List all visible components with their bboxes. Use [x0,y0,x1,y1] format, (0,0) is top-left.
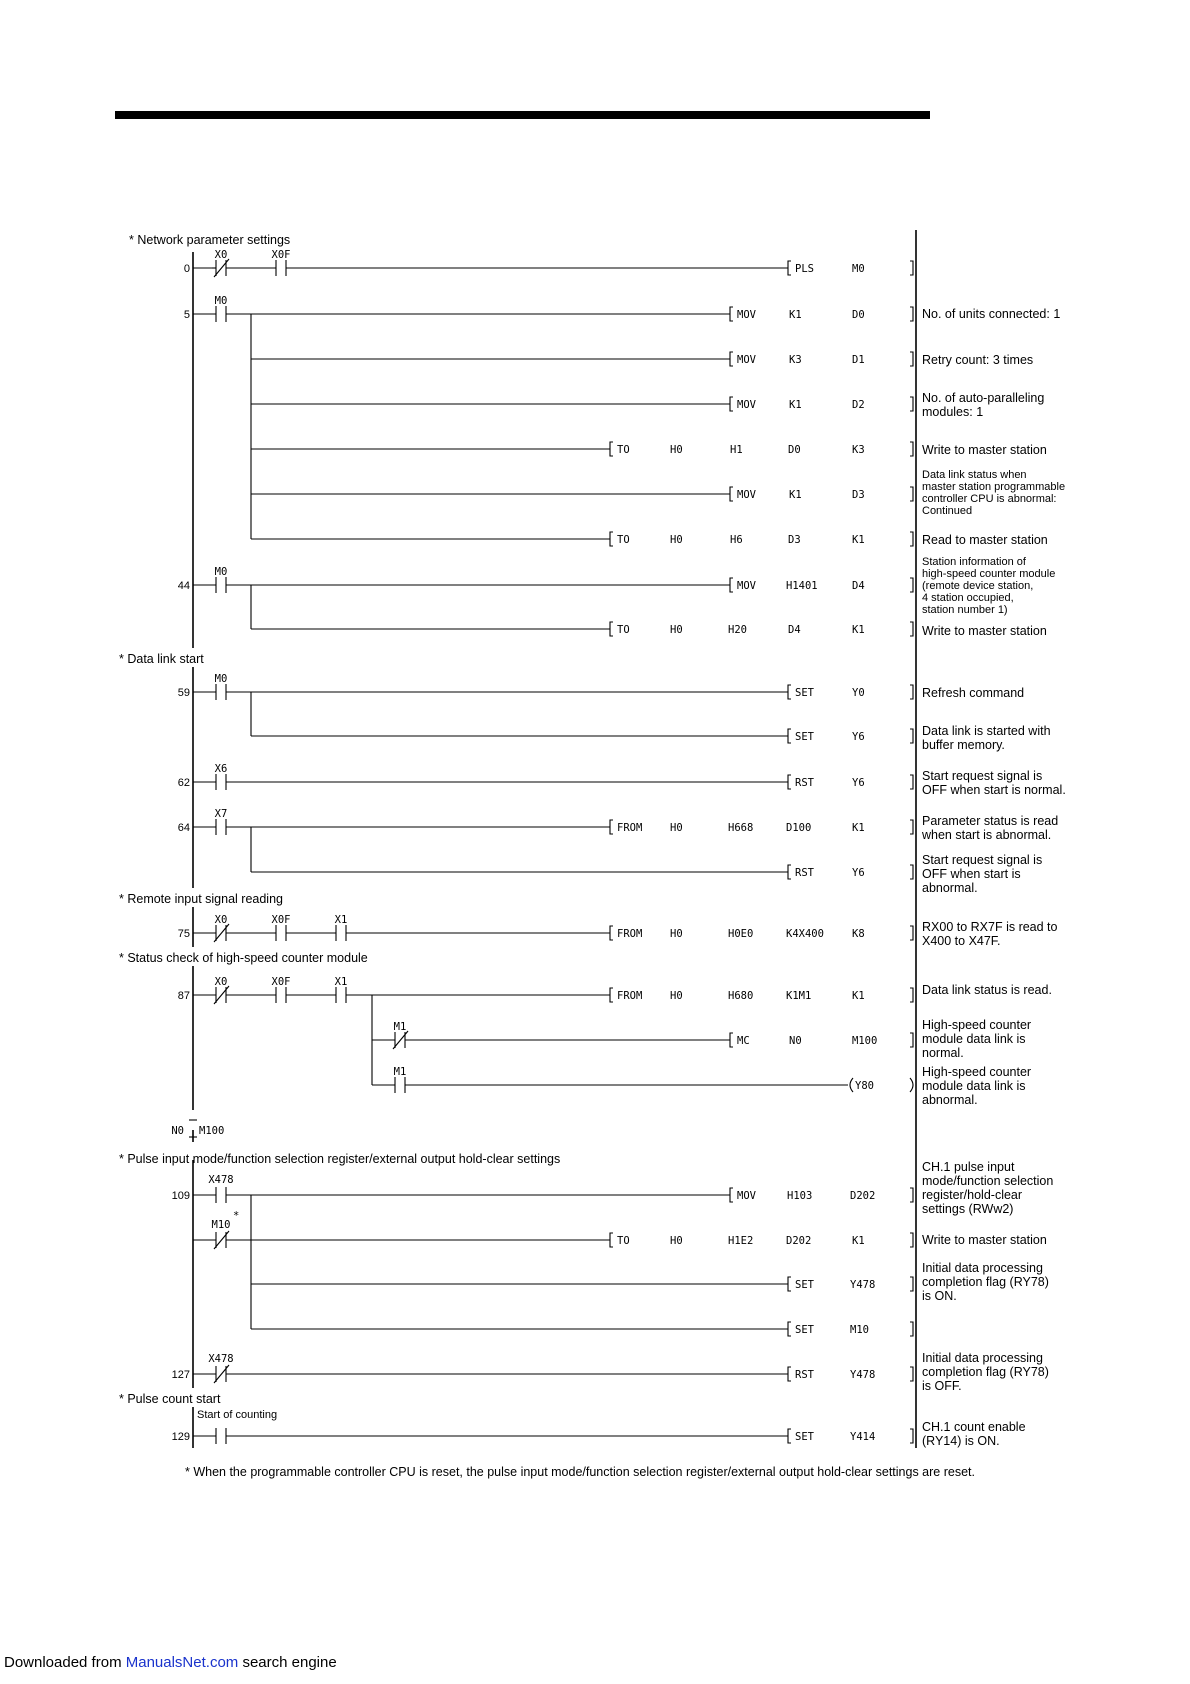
svg-text:No. of auto-paralleling: No. of auto-paralleling [922,391,1045,405]
svg-text:MOV: MOV [737,1190,756,1202]
svg-text:Parameter status is read: Parameter status is read [922,814,1059,828]
rung-comment [922,391,1044,419]
rung-comment [922,769,1066,797]
contact-label: X478 [208,1353,234,1365]
instruction-bracket-right [910,261,913,275]
instruction-to [610,442,913,456]
svg-text:H680: H680 [728,990,754,1002]
svg-text:K1M1: K1M1 [786,990,812,1002]
asterisk-note-mark: * [233,1210,240,1222]
contact-label: X0F [271,976,291,988]
instruction-set [788,1277,913,1291]
svg-text:Write to master station: Write to master station [922,624,1047,638]
instruction-from [610,820,913,834]
contact-label: X6 [214,763,228,775]
svg-text:High-speed counter: High-speed counter [922,1065,1032,1079]
step-number: 87 [177,990,190,1002]
no-contact [216,774,226,790]
svg-text:RST: RST [795,1369,814,1381]
no-contact [216,684,226,700]
svg-text:completion flag (RY78): completion flag (RY78) [922,1275,1049,1289]
svg-text:X400 to X47F.: X400 to X47F. [922,934,1001,948]
svg-text:MOV: MOV [737,399,756,411]
svg-text:Data link status is read.: Data link status is read. [922,983,1052,997]
step-number: 62 [177,777,190,789]
step-number: 5 [183,309,190,321]
svg-text:MC: MC [737,1035,750,1047]
svg-text:D4: D4 [788,624,801,636]
svg-text:Data link status when: Data link status when [922,469,1027,481]
svg-text:FROM: FROM [617,990,643,1002]
svg-text:N0: N0 [789,1035,802,1047]
section-heading: * Pulse count start [119,1392,221,1406]
svg-text:K1: K1 [852,822,865,834]
rung-comment [922,724,1051,752]
no-contact [395,1077,405,1093]
manualsnet-link[interactable]: ManualsNet.com [125,1654,239,1671]
svg-text:D100: D100 [786,822,812,834]
svg-text:is ON.: is ON. [922,1289,957,1303]
contact-label: X0 [214,249,228,261]
rung-comment [922,307,1060,321]
svg-text:D0: D0 [852,309,865,321]
step-number: 129 [171,1431,190,1443]
svg-text:SET: SET [795,731,814,743]
rung-comment [922,853,1042,895]
svg-text:Start request signal is: Start request signal is [922,853,1043,867]
step-number: 0 [183,263,190,275]
output-coil [850,1078,913,1092]
instruction-set [788,685,913,699]
svg-text:D2: D2 [852,399,865,411]
rung-comment [922,533,1048,547]
svg-text:register/hold-clear: register/hold-clear [922,1188,1023,1202]
contact-label: X0 [214,914,228,926]
instruction-to [610,1233,913,1247]
svg-text:H1: H1 [730,444,743,456]
instruction-set [788,729,913,743]
rung-comment [922,443,1047,457]
contact-label: X478 [208,1174,234,1186]
svg-text:high-speed counter module: high-speed counter module [922,568,1056,580]
rung-comment [922,1065,1031,1107]
svg-text:RST: RST [795,777,814,789]
svg-text:FROM: FROM [617,928,643,940]
instruction-mov [730,397,913,411]
svg-text:H0: H0 [670,534,683,546]
svg-text:completion flag (RY78): completion flag (RY78) [922,1365,1049,1379]
svg-text:K1: K1 [852,534,865,546]
instruction-from [610,926,913,940]
rung-comment [922,983,1052,997]
rung-comment [922,556,1055,616]
section-heading: * Remote input signal reading [119,892,283,906]
instruction-to [610,622,913,636]
instruction-mov [730,307,913,321]
svg-text:K1: K1 [789,399,802,411]
svg-text:Station information of: Station information of [922,556,1026,568]
instruction-mc [730,1033,913,1047]
rung-comment [922,920,1058,948]
svg-text:Write to master station: Write to master station [922,443,1047,457]
svg-text:buffer memory.: buffer memory. [922,738,1005,752]
svg-text:K1: K1 [789,309,802,321]
instruction-op: PLS [795,263,814,275]
svg-text:Y6: Y6 [852,867,865,879]
svg-text:module data link is: module data link is [922,1032,1026,1046]
svg-text:RST: RST [795,867,814,879]
rung-comment [921,814,1058,842]
footer-suffix: search engine [238,1654,337,1671]
svg-text:MOV: MOV [737,489,756,501]
svg-text:CH.1 pulse input: CH.1 pulse input [922,1160,1015,1174]
instruction-operand: M0 [852,263,865,275]
svg-text:(remote device station,: (remote device station, [922,580,1034,592]
svg-text:abnormal.: abnormal. [922,1093,978,1107]
svg-text:K1: K1 [852,990,865,1002]
svg-text:No. of units connected: 1: No. of units connected: 1 [922,307,1061,321]
svg-text:Y0: Y0 [852,687,865,699]
svg-text:Y478: Y478 [850,1279,876,1291]
svg-text:TO: TO [617,1235,630,1247]
instruction-to [610,532,913,546]
footer [4,1654,337,1671]
rung-comment [922,1420,1026,1448]
svg-text:H0: H0 [670,444,683,456]
svg-text:D202: D202 [786,1235,812,1247]
svg-text:MOV: MOV [737,309,756,321]
step-number: 75 [177,928,190,940]
svg-text:K1: K1 [852,1235,865,1247]
svg-text:K1: K1 [789,489,802,501]
svg-text:Refresh command: Refresh command [922,686,1025,700]
contact-label: X0 [214,976,228,988]
instruction-set [788,1429,913,1443]
rung-comment [922,1261,1049,1303]
svg-text:Read to master station: Read to master station [922,533,1048,547]
instruction-mov [730,1188,913,1202]
svg-text:D3: D3 [852,489,865,501]
svg-text:when start is abnormal.: when start is abnormal. [922,828,1052,842]
svg-text:D4: D4 [852,580,865,592]
svg-text:K3: K3 [852,444,865,456]
svg-text:H0E0: H0E0 [728,928,754,940]
instruction-mov [730,487,913,501]
svg-text:master station programmable: master station programmable [922,481,1066,493]
svg-text:Y80: Y80 [855,1080,874,1092]
instruction-bracket-left [788,261,791,275]
svg-text:H0: H0 [670,990,683,1002]
contact-label: X0F [271,249,291,261]
step-number: 127 [171,1369,190,1381]
svg-text:FROM: FROM [617,822,643,834]
svg-text:normal.: normal. [922,1046,964,1060]
svg-text:H0: H0 [670,928,683,940]
svg-text:K1: K1 [852,624,865,636]
svg-text:H1E2: H1E2 [728,1235,754,1247]
instruction-rst [788,865,913,879]
svg-text:K4X400: K4X400 [786,928,824,940]
contact-label: M0 [214,295,228,307]
svg-text:D1: D1 [852,354,865,366]
svg-text:Y6: Y6 [852,731,865,743]
rung-comment [922,1351,1049,1393]
no-contact [276,260,286,276]
rung-comment [922,686,1024,700]
rung-comment [922,624,1047,638]
svg-text:modules: 1: modules: 1 [922,405,984,419]
svg-text:H0: H0 [670,1235,683,1247]
rung-comment [922,469,1065,517]
svg-text:settings (RWw2): settings (RWw2) [922,1202,1014,1216]
svg-text:Y6: Y6 [852,777,865,789]
svg-text:H0: H0 [670,624,683,636]
contact-label: M0 [214,673,228,685]
svg-text:D202: D202 [850,1190,876,1202]
no-contact [336,925,346,941]
svg-text:Initial data processing: Initial data processing [922,1261,1043,1275]
contact-label: X1 [334,976,348,988]
section-heading: * Data link start [119,652,204,666]
svg-text:M100: M100 [852,1035,878,1047]
svg-text:H103: H103 [787,1190,813,1202]
step-number: 64 [177,822,190,834]
instruction-rst [788,775,913,789]
svg-text:Write to master station: Write to master station [922,1233,1047,1247]
step-number: 44 [177,580,190,592]
svg-text:H668: H668 [728,822,754,834]
svg-text:H1401: H1401 [786,580,818,592]
svg-text:MOV: MOV [737,580,756,592]
svg-text:D3: D3 [788,534,801,546]
svg-text:SET: SET [795,1279,814,1291]
instruction-from [610,988,913,1002]
svg-text:Continued: Continued [922,505,973,517]
no-contact [336,987,346,1003]
no-contact [216,819,226,835]
svg-text:TO: TO [617,534,630,546]
contact-label: X1 [334,914,348,926]
svg-text:RX00 to RX7F is read to: RX00 to RX7F is read to [922,920,1058,934]
svg-text:SET: SET [795,687,814,699]
svg-text:TO: TO [617,624,630,636]
svg-text:K8: K8 [852,928,865,940]
section-heading: * Pulse input mode/function selection register/external output hold-clear settings [119,1152,561,1166]
no-contact [216,1428,226,1444]
footnote: * When the programmable controller CPU is reset, the pulse input mode/function selection register/external output hold-clear settings are reset. [185,1465,975,1479]
no-contact [216,577,226,593]
svg-text:Start request signal is: Start request signal is [922,769,1043,783]
svg-text:mode/function selection: mode/function selection [922,1174,1054,1188]
rung-comment [922,1018,1031,1060]
svg-text:M10: M10 [850,1324,869,1336]
svg-text:CH.1 count enable: CH.1 count enable [922,1420,1026,1434]
no-contact [216,306,226,322]
svg-text:4 station occupied,: 4 station occupied, [922,592,1014,604]
nest-label: M100 [199,1125,225,1137]
no-contact [216,1187,226,1203]
svg-text:module data link is: module data link is [922,1079,1026,1093]
svg-text:controller CPU is abnormal:: controller CPU is abnormal: [922,493,1057,505]
rung-comment [922,1233,1047,1247]
instruction-mov [730,352,913,366]
svg-text:station number 1): station number 1) [922,604,1008,616]
contact-label: X7 [214,808,228,820]
svg-text:is OFF.: is OFF. [922,1379,962,1393]
rung-comment [922,353,1033,367]
nest-label: N0 [171,1125,184,1137]
contact-label: M0 [214,566,228,578]
no-contact [276,925,286,941]
svg-text:SET: SET [795,1431,814,1443]
svg-text:K3: K3 [789,354,802,366]
svg-text:(RY14) is ON.: (RY14) is ON. [922,1434,1000,1448]
no-contact [276,987,286,1003]
instruction-set [788,1322,913,1336]
svg-text:MOV: MOV [737,354,756,366]
start-of-counting-label: Start of counting [197,1409,278,1421]
svg-text:Data link is started with: Data link is started with [922,724,1051,738]
contact-label: X0F [271,914,291,926]
instruction-rst [788,1367,913,1381]
svg-text:H20: H20 [728,624,747,636]
svg-text:H6: H6 [730,534,743,546]
rung-comment [922,1160,1053,1216]
svg-text:Y478: Y478 [850,1369,876,1381]
section-heading: * Network parameter settings [129,233,291,247]
svg-text:abnormal.: abnormal. [922,881,978,895]
instruction-mov [730,578,913,592]
svg-text:TO: TO [617,444,630,456]
section-heading: * Status check of high-speed counter module [119,951,368,965]
svg-text:SET: SET [795,1324,814,1336]
svg-text:OFF when start is normal.: OFF when start is normal. [922,783,1066,797]
svg-text:D0: D0 [788,444,801,456]
step-number: 59 [177,687,190,699]
footer-prefix: Downloaded from [4,1654,126,1671]
contact-label: M1 [393,1066,407,1078]
svg-text:Retry count: 3 times: Retry count: 3 times [922,353,1034,367]
svg-text:Y414: Y414 [850,1431,876,1443]
svg-text:Initial data processing: Initial data processing [922,1351,1043,1365]
svg-text:High-speed counter: High-speed counter [922,1018,1032,1032]
contact-label: M10 [211,1219,231,1231]
svg-text:OFF when start is: OFF when start is [922,867,1021,881]
contact-label: M1 [393,1021,407,1033]
svg-text:H0: H0 [670,822,683,834]
step-number: 109 [171,1190,190,1202]
